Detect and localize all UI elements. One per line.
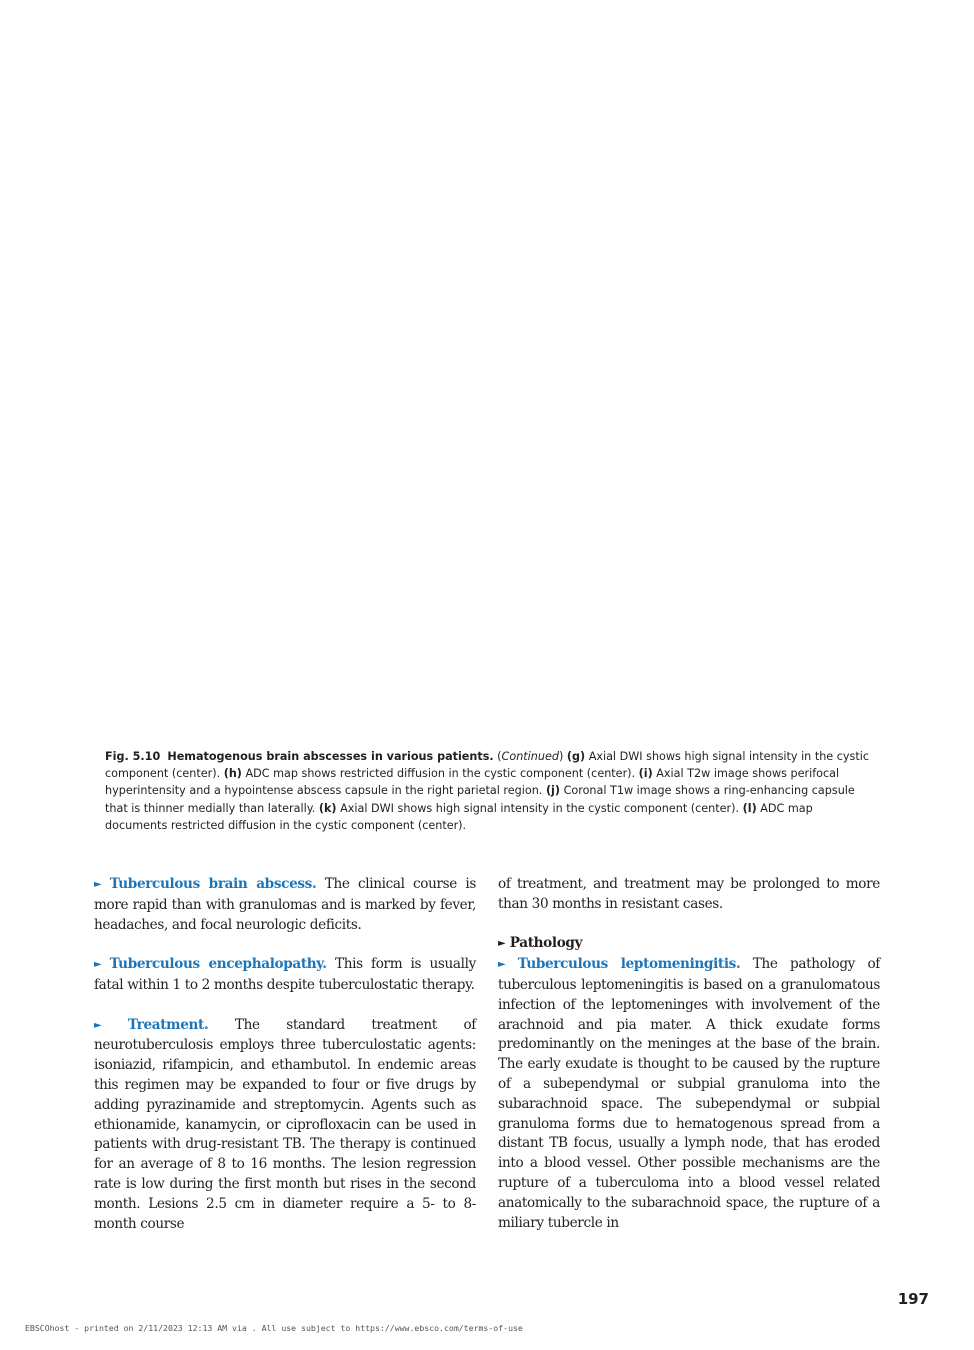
left-text-column bbox=[94, 875, 476, 1234]
page-number: 197 bbox=[897, 1290, 929, 1308]
paragraph-text: This form is usually fatal within 1 to 2 months despite tuberculostatic therapy. bbox=[94, 956, 476, 993]
paragraph-treatment-continued bbox=[498, 875, 880, 915]
caption-item-text: ADC map shows restricted diffusion in the cystic component (center). bbox=[245, 767, 636, 781]
print-footer: EBSCOhost - printed on 2/11/2023 12:13 AM via . All use subject to https://www.ebsco.com/terms-of-use bbox=[25, 1323, 523, 1333]
triangle-marker-icon: ► bbox=[498, 959, 506, 971]
paragraph-heading: Tuberculous leptomeningitis. bbox=[517, 956, 741, 973]
paragraph-text: The standard treatment of neurotuberculosis employs three tuberculostatic agents: isoniazid, rifampicin, and ethambutol. In endemic areas this regimen may be expanded to four or five drugs by adding pyrazinamide and streptomycin. Agents such as ethionamide, kanamycin, or ciprofloxacin can be used in patients with drug-resistant TB. The therapy is continued for an average of 8 to 16 months. The lesion regression rate is low during the first month but rises in the second month. Lesions 2.5 cm in diameter require a 5- to 8-month course bbox=[94, 1016, 476, 1232]
paragraph-text: The pathology of tuberculous leptomeningitis is based on a granulomatous infection of the leptomeninges with involvement of the arachnoid and pia mater. A thick exudate forms predominantly on the meninges at the base of the brain. The early exudate is thought to be caused by the rupture of a subependymal or subpial granuloma into the subarachnoid space. The subependymal or subpial granuloma forms due to hematogenous spread from a distant TB focus, usually a lymph node, that has eroded into a blood vessel. Other possible mechanisms are the rupture of a tuberculoma into a blood vessel related anatomically to the subarachnoid space, the rupture of a miliary tubercle in bbox=[498, 956, 880, 1231]
paragraph-heading: Treatment. bbox=[127, 1016, 209, 1033]
figure-title: Hematogenous brain abscesses in various patients. bbox=[167, 750, 494, 763]
section-heading-text: Pathology bbox=[509, 935, 583, 952]
right-text-column bbox=[498, 875, 880, 1233]
triangle-marker-icon: ► bbox=[94, 959, 102, 971]
caption-item-letter: (j) bbox=[545, 784, 560, 798]
caption-item-letter: (h) bbox=[223, 767, 242, 781]
paragraph-heading: Tuberculous brain abscess. bbox=[109, 876, 317, 892]
caption-item-text: Axial DWI shows high signal intensity in the cystic component (center). bbox=[340, 801, 740, 815]
section-heading-pathology bbox=[498, 934, 880, 955]
paragraph-treatment bbox=[94, 1016, 476, 1235]
caption-item-text: Axial DWI shows high signal intensity in the cystic component (center). bbox=[105, 750, 869, 781]
triangle-marker-icon: ► bbox=[94, 1019, 102, 1031]
paragraph-text: of treatment, and treatment may be prolonged to more than 30 months in resistant cases. bbox=[498, 876, 880, 912]
figure-label: Fig. 5.10 bbox=[105, 750, 161, 763]
paragraph-text: The clinical course is more rapid than with granulomas and is marked by fever, headaches, and focal neurologic deficits. bbox=[94, 876, 476, 933]
paragraph-tuberculous-encephalopathy bbox=[94, 955, 476, 996]
triangle-marker-icon: ► bbox=[498, 938, 506, 950]
figure-continued: Continued bbox=[501, 750, 559, 763]
figure-image-area bbox=[95, 40, 880, 740]
caption-item-text: ADC map documents restricted diffusion in the cystic component (center). bbox=[105, 801, 813, 832]
caption-item-letter: (i) bbox=[638, 767, 653, 781]
caption-item-text: Axial T2w image shows perifocal hyperintensity and a hypointense abscess capsule in the right parietal region. bbox=[105, 767, 840, 798]
triangle-marker-icon: ► bbox=[94, 879, 102, 890]
paragraph-heading: Tuberculous encephalopathy. bbox=[109, 956, 327, 973]
caption-item-text: Coronal T1w image shows a ring-enhancing capsule that is thinner medially than laterally. bbox=[105, 784, 855, 815]
caption-item-letter: (k) bbox=[318, 801, 337, 815]
figure-caption: Fig. 5.10 Hematogenous brain abscesses in various patients. (Continued) (g) Axial DWI shows high signal intensity in the cystic component (center). (h) ADC map shows restricted diffusion in the cystic component (center). (i) Axial T2w image shows perifocal hyperintensity and a hypointense abscess capsule in the right parietal region. (j) Coronal T1w image shows a ring-enhancing capsule that is thinner medially than laterally. (k) Axial DWI shows high signal intensity in the cystic component (center). (l) ADC map documents restricted diffusion in the cystic component (center). bbox=[105, 750, 869, 832]
caption-item-letter: (g) bbox=[566, 750, 586, 763]
paragraph-tuberculous-brain-abscess bbox=[94, 875, 476, 935]
paragraph-tuberculous-leptomeningitis bbox=[498, 955, 880, 1233]
caption-item-letter: (l) bbox=[742, 801, 757, 815]
